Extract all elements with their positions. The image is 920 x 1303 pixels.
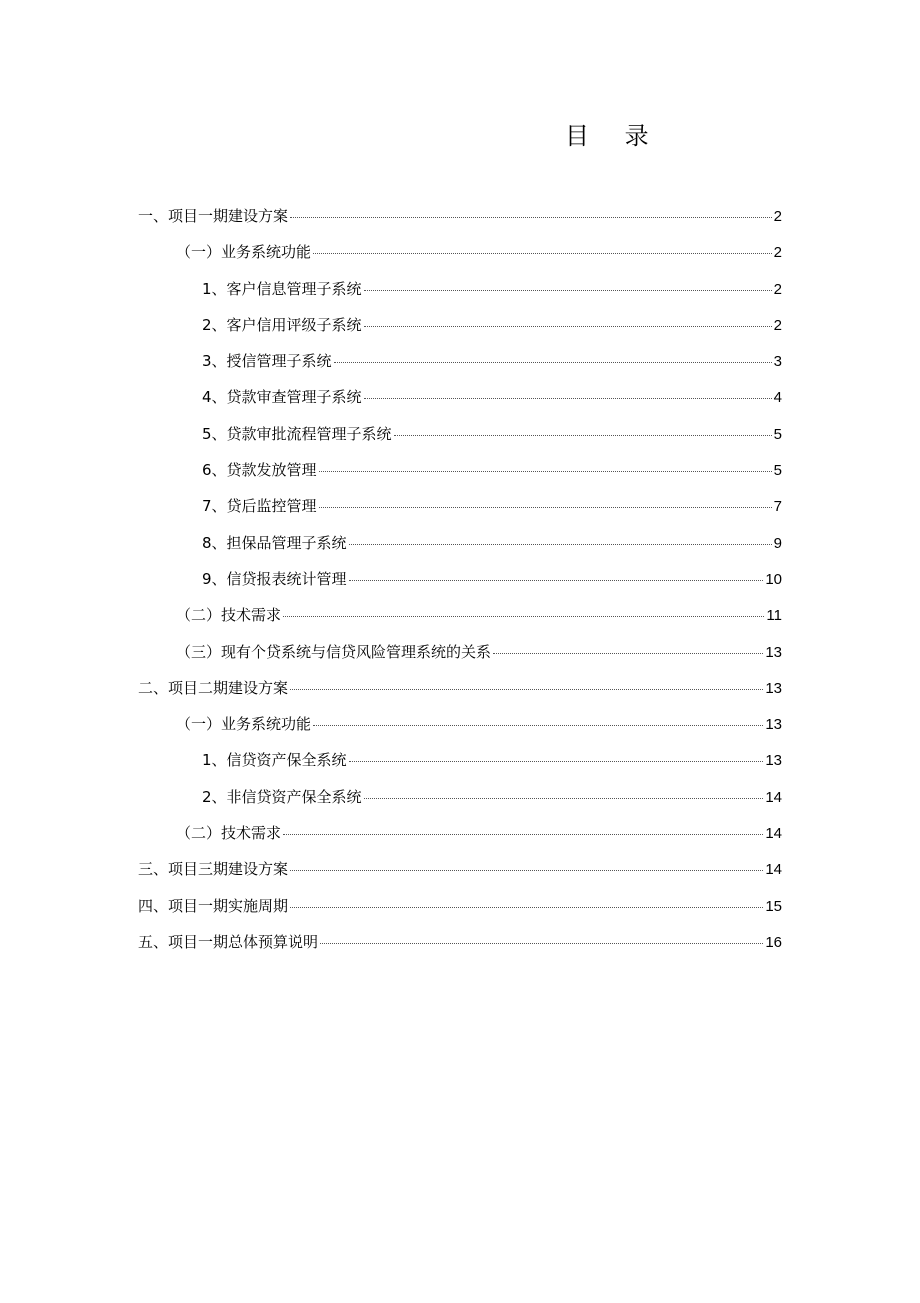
dot-leader	[349, 544, 772, 545]
toc-entry-page: 2	[773, 244, 782, 262]
toc-entry-text: 2、非信贷资产保全系统	[202, 787, 362, 806]
toc-entry-page: 3	[773, 353, 782, 371]
toc-entry-text: 4、贷款审查管理子系统	[202, 388, 362, 407]
toc-entry-text: 5、贷款审批流程管理子系统	[202, 424, 392, 443]
dot-leader	[349, 580, 764, 581]
dot-leader	[334, 362, 772, 363]
toc-entry[interactable]	[138, 851, 782, 887]
toc-entry[interactable]	[138, 307, 782, 343]
dot-leader	[290, 870, 763, 871]
toc-entry[interactable]	[138, 742, 782, 778]
toc-entry-text: 3、授信管理子系统	[202, 352, 332, 371]
toc-entry-page: 13	[765, 752, 782, 770]
toc-entry[interactable]	[138, 670, 782, 706]
toc-entry-page: 14	[765, 825, 782, 843]
toc-entry-text: 五、项目一期总体预算说明	[138, 932, 319, 951]
toc-entry-page: 11	[766, 607, 782, 625]
dot-leader	[313, 725, 763, 726]
toc-entry-text: 2、客户信用评级子系统	[202, 315, 362, 334]
toc-entry-text: （三）现有个贷系统与信贷风险管理系统的关系	[176, 642, 492, 661]
toc-entry[interactable]	[138, 706, 782, 742]
table-of-contents	[138, 198, 782, 960]
toc-entry-text: 8、担保品管理子系统	[202, 533, 347, 552]
dot-leader	[364, 326, 772, 327]
toc-entry-text: 1、信贷资产保全系统	[202, 751, 347, 770]
toc-entry-page: 2	[773, 208, 782, 225]
toc-entry-page: 2	[773, 280, 782, 298]
toc-entry-page: 15	[765, 897, 782, 915]
dot-leader	[283, 616, 764, 617]
toc-entry-page: 13	[765, 679, 782, 697]
toc-title: 目 录	[565, 122, 663, 150]
toc-entry[interactable]	[138, 815, 782, 851]
toc-entry[interactable]	[138, 779, 782, 815]
toc-entry[interactable]	[138, 343, 782, 379]
dot-leader	[349, 761, 764, 762]
dot-leader	[283, 834, 763, 835]
dot-leader	[319, 507, 772, 508]
dot-leader	[319, 471, 772, 472]
dot-leader	[290, 217, 772, 218]
dot-leader	[320, 943, 763, 944]
toc-entry-text: 一、项目一期建设方案	[138, 207, 289, 225]
toc-entry-text: 四、项目一期实施周期	[138, 896, 289, 915]
toc-entry-text: 二、项目二期建设方案	[138, 678, 289, 697]
toc-entry-page: 14	[765, 861, 782, 879]
toc-entry-text: 6、贷款发放管理	[202, 461, 317, 480]
toc-entry[interactable]	[138, 271, 782, 307]
toc-entry[interactable]	[138, 888, 782, 924]
dot-leader	[313, 253, 772, 254]
toc-entry-page: 2	[773, 316, 782, 334]
toc-entry[interactable]	[138, 379, 782, 415]
toc-entry-page: 16	[765, 933, 782, 951]
dot-leader	[290, 907, 763, 908]
toc-entry-page: 9	[773, 534, 782, 552]
toc-entry-page: 14	[765, 788, 782, 806]
toc-entry-page: 5	[773, 462, 782, 480]
toc-entry-page: 10	[765, 570, 782, 588]
dot-leader	[364, 798, 764, 799]
toc-entry-text: （二）技术需求	[176, 606, 282, 625]
toc-entry-text: （一）业务系统功能	[176, 715, 312, 734]
toc-entry-page: 13	[765, 643, 782, 661]
toc-entry-text: 7、贷后监控管理	[202, 497, 317, 516]
toc-entry[interactable]	[138, 634, 782, 670]
toc-entry-text: 9、信贷报表统计管理	[202, 569, 347, 588]
toc-entry[interactable]	[138, 597, 782, 633]
toc-entry-text: 1、客户信息管理子系统	[202, 279, 362, 298]
toc-entry-text: （二）技术需求	[176, 824, 282, 843]
toc-entry[interactable]	[138, 525, 782, 561]
dot-leader	[364, 290, 772, 291]
toc-entry[interactable]	[138, 488, 782, 524]
toc-entry[interactable]	[138, 924, 782, 960]
toc-entry-text: （一）业务系统功能	[176, 243, 312, 262]
toc-entry[interactable]	[138, 452, 782, 488]
toc-entry[interactable]	[138, 416, 782, 452]
toc-entry-page: 5	[773, 425, 782, 443]
toc-entry-page: 13	[765, 716, 782, 734]
dot-leader	[290, 689, 763, 690]
toc-entry-page: 7	[773, 498, 782, 516]
dot-leader	[364, 398, 772, 399]
toc-entry-text: 三、项目三期建设方案	[138, 860, 289, 879]
toc-entry[interactable]	[138, 198, 782, 234]
toc-entry[interactable]	[138, 561, 782, 597]
toc-entry[interactable]	[138, 234, 782, 270]
dot-leader	[493, 653, 763, 654]
toc-entry-page: 4	[773, 389, 782, 407]
dot-leader	[394, 435, 772, 436]
